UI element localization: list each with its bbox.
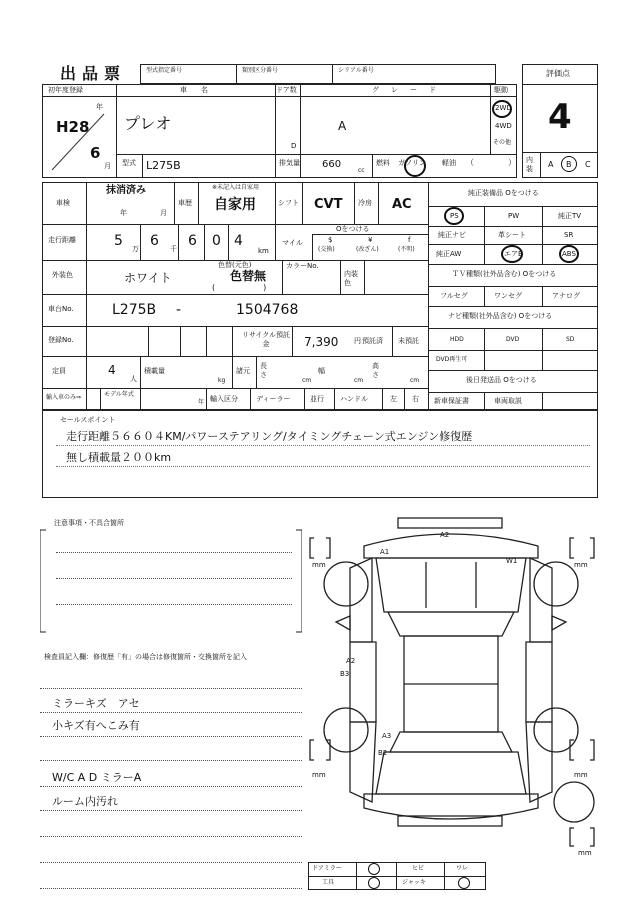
tv-fullseg: フルセグ	[440, 292, 468, 300]
shaken-label: 車検	[56, 199, 70, 207]
dims-label: 諸元	[236, 367, 250, 375]
history-note: ※未記入は自家用	[212, 184, 260, 191]
drive-2wd-circle	[492, 100, 512, 118]
chassis-prefix: L275B	[112, 302, 157, 318]
recycle-unit: 円	[354, 337, 361, 345]
equip-ps: PS	[450, 212, 459, 220]
import-dealer: ディーラー	[256, 395, 291, 403]
ac-label: 冷房	[358, 199, 372, 207]
fuel-gasoline: ガソリン	[398, 159, 426, 167]
header-field-class: 類別区分番号	[242, 67, 279, 74]
navi-dvd: DVD	[506, 336, 520, 343]
chassis-number: 1504768	[236, 302, 299, 318]
history-label: 車歴	[178, 199, 192, 207]
capacity-label: 定員	[52, 367, 66, 375]
handle-label: ハンドル	[340, 395, 368, 403]
color-sub-label: 色替(元色)	[218, 261, 252, 269]
shaken-value: 抹消済み	[106, 185, 146, 196]
diagram-label-a3: A3	[382, 732, 392, 740]
dim-width: 幅	[318, 367, 325, 375]
sales-line-2: 無し積載量２００km	[66, 451, 172, 464]
mile-opt-1-sub: (交換)	[318, 246, 335, 253]
mileage-d1: 5	[114, 233, 123, 249]
shaken-month: 月	[160, 209, 167, 217]
displacement-unit: cc	[358, 167, 365, 174]
color-sub-paren: ( )	[212, 283, 267, 292]
chassis-dash: -	[176, 302, 182, 318]
displacement-label: 排気量	[279, 159, 300, 167]
grade-value: A	[338, 119, 347, 133]
first-reg-month: 6	[90, 144, 101, 162]
navi-sd: SD	[566, 336, 575, 343]
equip-leather: 革シート	[498, 231, 526, 239]
navi-title: ナビ種類(社外品含む) Oをつける	[448, 312, 553, 320]
overall-grade: 4	[548, 97, 572, 137]
diagram-mm-3: mm	[312, 771, 326, 779]
reg-no-label: 登録No.	[48, 336, 74, 344]
dim-height-unit: cm	[410, 377, 420, 384]
equip-sr: SR	[564, 231, 574, 239]
crack-label: ヒビ	[412, 865, 425, 872]
mileage-unit-man: 万	[132, 245, 139, 253]
mileage-d2: 6	[150, 233, 159, 249]
grade-field-label: グレード	[372, 86, 448, 94]
mile-opt-2: ¥	[368, 236, 373, 244]
fuel-diesel: 軽油	[442, 159, 456, 167]
mileage-unit-km: km	[258, 247, 269, 255]
dim-length: 長さ	[260, 362, 267, 379]
inspector-label: 検査員記入欄：修復歴「有」の場合は修復箇所・交換箇所を記入	[44, 653, 247, 661]
later-warranty: 新車保証書	[434, 397, 469, 405]
diagram-mm-1: mm	[312, 561, 326, 569]
dim-height: 高さ	[372, 362, 379, 379]
header-field-serial: シリアル番号	[338, 67, 374, 74]
model-value: L275B	[146, 159, 181, 172]
chassis-label: 車台No.	[48, 305, 74, 313]
recycle-not-deposited: 未預託	[398, 337, 419, 345]
break-label: ワレ	[456, 865, 469, 872]
fuel-gasoline-circle	[404, 155, 426, 177]
later-title: 後日発送品 Oをつける	[466, 376, 537, 384]
color-sub-value: 色替無	[230, 269, 267, 283]
diagram-label-a1: A1	[380, 548, 390, 556]
door-sub: D	[291, 142, 297, 150]
header-fields-box	[140, 64, 496, 84]
shift-value: CVT	[314, 197, 343, 212]
equip-navi: 純正ナビ	[438, 231, 466, 239]
first-reg-year-unit: 年	[96, 103, 103, 111]
ac-value: AC	[392, 197, 412, 212]
handle-left: 左	[390, 395, 397, 403]
fuel-label: 燃料	[376, 159, 390, 167]
mileage-d3: 6	[188, 233, 197, 249]
capacity-unit: 人	[130, 375, 137, 383]
first-reg-era: H28	[56, 118, 90, 136]
diagram-mm-5: mm	[578, 849, 592, 857]
dim-length-unit: cm	[302, 377, 312, 384]
fuel-paren-close: ）	[508, 158, 516, 167]
diagram-mm-2: mm	[574, 561, 588, 569]
recycle-label: リサイクル預託金	[241, 331, 291, 348]
load-unit: kg	[218, 377, 226, 384]
interior-a: A	[548, 160, 554, 169]
first-reg-label: 初年度登録	[48, 86, 83, 94]
diagram-label-w1: W1	[506, 557, 518, 565]
header-field-type-cert: 型式指定番号	[146, 67, 183, 74]
first-reg-month-unit: 月	[104, 162, 111, 170]
handle-right: 右	[412, 395, 419, 403]
equip-ps-circle	[444, 207, 464, 225]
tv-analog: アナログ	[552, 292, 580, 300]
tv-oneseg: ワンセグ	[494, 292, 522, 300]
interior-b-circle	[561, 156, 577, 172]
notes-label: 注意事項・不具合箇所	[54, 519, 124, 527]
jack-circle	[458, 877, 470, 889]
color-value: ホワイト	[124, 271, 172, 285]
navi-dvd-play: DVD再生可	[436, 356, 468, 363]
equip-airbag: エアB	[504, 250, 523, 258]
diagram-label-a2-front: A2	[440, 531, 450, 539]
displacement-value: 660	[322, 159, 342, 170]
recycle-deposited: 預託済	[362, 337, 383, 345]
notes-bracket	[40, 524, 302, 636]
car-name: プレオ	[124, 114, 172, 133]
grade-box-label: 評価点	[546, 69, 570, 78]
interior-b: B	[566, 160, 572, 169]
load-label: 積載量	[144, 367, 165, 375]
mile-label: マイル	[282, 239, 303, 247]
import-parallel: 並行	[310, 395, 324, 403]
equip-abs: ABS	[562, 250, 576, 258]
note-line-4: W/C A D ミラーA	[52, 771, 142, 784]
drive-other: その他	[493, 139, 512, 146]
note-line-2: 小キズ有へこみ有	[52, 719, 140, 732]
door-mirror-label: ドアミラー	[312, 865, 342, 872]
color-label: 外装色	[52, 271, 73, 279]
shift-label: シフト	[278, 199, 299, 207]
equip-abs-circle	[559, 245, 579, 263]
name-label: 車名	[180, 86, 222, 94]
car-damage-diagram	[306, 512, 606, 852]
mileage-d4: 0	[212, 233, 221, 249]
note-line-1: ミラーキズ アセ	[52, 697, 140, 710]
mileage-unit-sen: 千	[170, 245, 177, 253]
tools-label: 工具	[322, 879, 335, 886]
model-year-unit: 年	[198, 399, 205, 406]
mile-opt-1: $	[328, 236, 333, 244]
note-line-5: ルーム内汚れ	[52, 795, 118, 808]
equip-aw: 純正AW	[436, 250, 462, 258]
equipment-title: 純正装備品 Oをつける	[468, 189, 539, 197]
diagram-mm-4: mm	[574, 771, 588, 779]
interior-c: C	[585, 160, 591, 169]
capacity-value: 4	[108, 363, 116, 377]
sheet-title: 出品票	[60, 64, 127, 83]
import-label: 輸入車のみ⇒	[46, 394, 82, 401]
interior-color-label: 内装色	[344, 270, 358, 287]
shaken-year: 年	[120, 209, 127, 217]
door-mirror-circle	[368, 863, 380, 875]
diagram-label-a2-side: A2	[346, 657, 356, 665]
equip-airbag-circle	[501, 245, 523, 263]
jack-label: ジャッキ	[402, 879, 426, 886]
drive-4wd: 4WD	[495, 122, 512, 130]
mileage-label: 走行距離	[48, 236, 76, 244]
dim-width-unit: cm	[354, 377, 364, 384]
mile-opt-2-sub: (改ざん)	[356, 246, 379, 253]
tv-title: ＴＶ種類(社外品含む) Oをつける	[452, 270, 557, 278]
later-manual: 車両取説	[494, 397, 522, 405]
sales-point-label: セールスポイント	[60, 416, 116, 424]
fuel-paren-open: （	[466, 158, 474, 167]
model-label: 型式	[122, 159, 136, 167]
drive-2wd: 2WD	[495, 104, 512, 112]
drive-label: 駆動	[494, 86, 508, 94]
mile-opt-3: f	[408, 236, 411, 244]
tools-circle	[368, 877, 380, 889]
history-value: 自家用	[214, 197, 256, 213]
door-label: ドア数	[276, 86, 297, 94]
mile-opt-3-sub: (不明)	[398, 246, 415, 253]
mileage-d5: 4	[234, 233, 243, 249]
diagram-label-b3: B3	[340, 670, 350, 678]
navi-hdd: HDD	[450, 336, 464, 343]
mile-note: Oをつける	[336, 225, 370, 233]
diagram-label-b2: B2	[378, 749, 388, 757]
model-year-label: モデル年式	[104, 391, 134, 398]
recycle-value: 7,390	[304, 335, 339, 349]
interior-label: 内装	[526, 156, 533, 173]
color-no-label: カラーNo.	[286, 262, 319, 270]
sales-line-1: 走行距離５６６０４KM/パワーステアリング/タイミングチェーン式エンジン修復歴	[66, 430, 473, 443]
equip-pw: PW	[508, 212, 520, 220]
equip-tv: 純正TV	[558, 212, 582, 220]
import-type-label: 輸入区分	[210, 395, 238, 403]
